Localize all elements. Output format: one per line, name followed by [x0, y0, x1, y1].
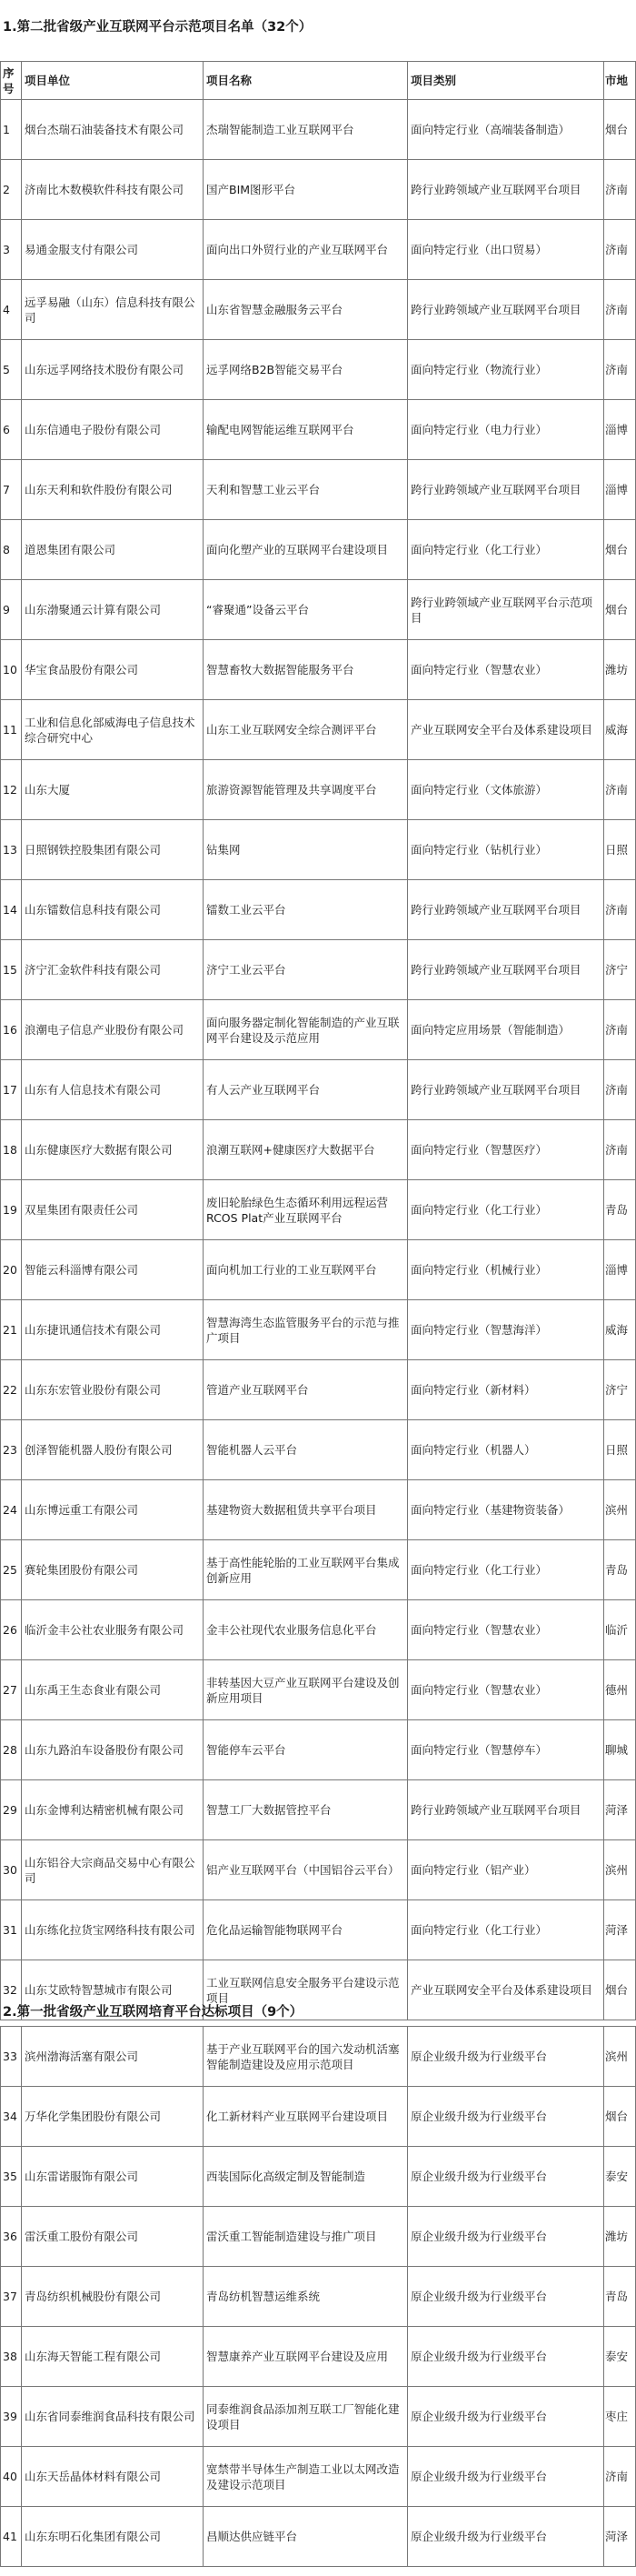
project-unit: 山东金博利达精密机械有限公司	[22, 1780, 204, 1840]
project-name: 化工新材料产业互联网平台建设项目	[204, 2087, 408, 2147]
project-name: 宽禁带半导体生产制造工业以太网改造及建设示范项目	[204, 2447, 408, 2507]
row-index: 21	[1, 1300, 22, 1360]
project-name: 管道产业互联网平台	[204, 1360, 408, 1420]
project-name: 废旧轮胎绿色生态循环利用远程运营RCOS Plat产业互联网平台	[204, 1180, 408, 1240]
city: 潍坊	[604, 2207, 636, 2267]
city: 淄博	[604, 460, 636, 520]
table-row	[1, 940, 636, 1000]
project-category: 面向特定行业（化工行业）	[408, 520, 604, 580]
project-category: 跨行业跨领域产业互联网平台项目	[408, 1060, 604, 1120]
project-name: 同泰维润食品添加剂互联工厂智能化建设项目	[204, 2387, 408, 2447]
city: 泰安	[604, 2327, 636, 2387]
table-row	[1, 220, 636, 280]
row-index: 9	[1, 580, 22, 640]
city: 菏泽	[604, 2507, 636, 2567]
row-index: 24	[1, 1480, 22, 1540]
project-category: 跨行业跨领域产业互联网平台项目	[408, 160, 604, 220]
table-row	[1, 2207, 636, 2267]
table-row	[1, 100, 636, 160]
city: 泰安	[604, 2147, 636, 2207]
city: 济南	[604, 1000, 636, 1060]
city: 济宁	[604, 1360, 636, 1420]
city: 济南	[604, 2447, 636, 2507]
project-category: 面向特定行业（基建物资装备）	[408, 1480, 604, 1540]
project-category: 面向特定行业（智慧停车）	[408, 1720, 604, 1780]
row-index: 28	[1, 1720, 22, 1780]
header-unit: 项目单位	[22, 62, 204, 100]
row-index: 22	[1, 1360, 22, 1420]
project-category: 跨行业跨领域产业互联网平台项目	[408, 1780, 604, 1840]
row-index: 33	[1, 2027, 22, 2087]
city: 青岛	[604, 1540, 636, 1600]
city: 威海	[604, 1300, 636, 1360]
project-unit: 山东禹王生态食业有限公司	[22, 1660, 204, 1720]
section-1-title: 1.第二批省级产业互联网平台示范项目名单（32个）	[3, 20, 313, 35]
project-category: 面向特定行业（文体旅游）	[408, 760, 604, 820]
project-unit: 山东信通电子股份有限公司	[22, 400, 204, 460]
city: 德州	[604, 1660, 636, 1720]
table-row	[1, 2027, 636, 2087]
project-category: 面向特定行业（电力行业）	[408, 400, 604, 460]
project-category: 原企业级升级为行业级平台	[408, 2387, 604, 2447]
table-row	[1, 1120, 636, 1180]
project-name: 旅游资源智能管理及共享调度平台	[204, 760, 408, 820]
project-unit: 双星集团有限责任公司	[22, 1180, 204, 1240]
table-row	[1, 760, 636, 820]
row-index: 11	[1, 700, 22, 760]
project-name: 面向服务器定制化智能制造的产业互联网平台建设及示范应用	[204, 1000, 408, 1060]
header-project-name: 项目名称	[204, 62, 408, 100]
project-category: 面向特定行业（智慧农业）	[408, 640, 604, 700]
city: 滨州	[604, 2027, 636, 2087]
project-name: 山东省智慧金融服务云平台	[204, 280, 408, 340]
project-name: 雷沃重工智能制造建设与推广项目	[204, 2207, 408, 2267]
project-name: 输配电网智能运维互联网平台	[204, 400, 408, 460]
table-row	[1, 280, 636, 340]
project-name: 济宁工业云平台	[204, 940, 408, 1000]
city: 济南	[604, 760, 636, 820]
table-row	[1, 2087, 636, 2147]
city: 滨州	[604, 1480, 636, 1540]
row-index: 16	[1, 1000, 22, 1060]
upgrade-projects-table	[0, 2026, 636, 2567]
project-unit: 山东健康医疗大数据有限公司	[22, 1120, 204, 1180]
city: 聊城	[604, 1720, 636, 1780]
row-index: 4	[1, 280, 22, 340]
row-index: 8	[1, 520, 22, 580]
project-category: 原企业级升级为行业级平台	[408, 2147, 604, 2207]
table-row	[1, 1900, 636, 1960]
project-name: 智能停车云平台	[204, 1720, 408, 1780]
project-unit: 济宁汇金软件科技有限公司	[22, 940, 204, 1000]
project-name: 青岛纺机智慧运维系统	[204, 2267, 408, 2327]
project-unit: 工业和信息化部威海电子信息技术综合研究中心	[22, 700, 204, 760]
project-unit: 山东捷讯通信技术有限公司	[22, 1300, 204, 1360]
project-unit: 山东东明石化集团有限公司	[22, 2507, 204, 2567]
project-unit: 山东镭数信息科技有限公司	[22, 880, 204, 940]
project-category: 原企业级升级为行业级平台	[408, 2027, 604, 2087]
project-category: 面向特定行业（智慧医疗）	[408, 1120, 604, 1180]
project-name: 面向机加工行业的工业互联网平台	[204, 1240, 408, 1300]
project-unit: 赛轮集团股份有限公司	[22, 1540, 204, 1600]
row-index: 30	[1, 1840, 22, 1900]
project-unit: 日照钢铁控股集团有限公司	[22, 820, 204, 880]
project-unit: 山东雷诺服饰有限公司	[22, 2147, 204, 2207]
project-unit: 烟台杰瑞石油装备技术有限公司	[22, 100, 204, 160]
row-index: 1	[1, 100, 22, 160]
project-category: 面向特定行业（新材料）	[408, 1360, 604, 1420]
city: 滨州	[604, 1840, 636, 1900]
table-row	[1, 2327, 636, 2387]
row-index: 40	[1, 2447, 22, 2507]
table-row	[1, 2147, 636, 2207]
project-unit: 滨州渤海活塞有限公司	[22, 2027, 204, 2087]
project-category: 原企业级升级为行业级平台	[408, 2207, 604, 2267]
city: 菏泽	[604, 1780, 636, 1840]
header-category: 项目类别	[408, 62, 604, 100]
row-index: 10	[1, 640, 22, 700]
project-name: 面向出口外贸行业的产业互联网平台	[204, 220, 408, 280]
row-index: 18	[1, 1120, 22, 1180]
project-name: 智慧畜牧大数据智能服务平台	[204, 640, 408, 700]
table-row	[1, 1480, 636, 1540]
table-row	[1, 2447, 636, 2507]
table-row	[1, 2387, 636, 2447]
project-category: 面向特定行业（物流行业）	[408, 340, 604, 400]
project-category: 跨行业跨领域产业互联网平台项目	[408, 280, 604, 340]
project-unit: 山东博远重工有限公司	[22, 1480, 204, 1540]
row-index: 31	[1, 1900, 22, 1960]
row-index: 35	[1, 2147, 22, 2207]
project-category: 面向特定行业（高端装备制造）	[408, 100, 604, 160]
row-index: 20	[1, 1240, 22, 1300]
row-index: 5	[1, 340, 22, 400]
project-name: 智慧康养产业互联网平台建设及应用	[204, 2327, 408, 2387]
table-row	[1, 1360, 636, 1420]
row-index: 29	[1, 1780, 22, 1840]
project-unit: 易通金服支付有限公司	[22, 220, 204, 280]
project-name: 远孚网络B2B智能交易平台	[204, 340, 408, 400]
project-name: 镭数工业云平台	[204, 880, 408, 940]
row-index: 27	[1, 1660, 22, 1720]
city: 烟台	[604, 1960, 636, 2020]
city: 济南	[604, 1120, 636, 1180]
row-index: 41	[1, 2507, 22, 2567]
city: 青岛	[604, 1180, 636, 1240]
project-category: 面向特定行业（化工行业）	[408, 1900, 604, 1960]
table-row	[1, 1000, 636, 1060]
project-name: 基建物资大数据租赁共享平台项目	[204, 1480, 408, 1540]
project-category: 面向特定应用场景（智能制造）	[408, 1000, 604, 1060]
project-name: 智能机器人云平台	[204, 1420, 408, 1480]
city: 济南	[604, 280, 636, 340]
project-category: 原企业级升级为行业级平台	[408, 2447, 604, 2507]
project-unit: 山东练化拉货宝网络科技有限公司	[22, 1900, 204, 1960]
project-category: 跨行业跨领域产业互联网平台项目	[408, 460, 604, 520]
project-name: 国产BIM图形平台	[204, 160, 408, 220]
project-category: 原企业级升级为行业级平台	[408, 2507, 604, 2567]
row-index: 34	[1, 2087, 22, 2147]
city: 潍坊	[604, 640, 636, 700]
table-row	[1, 640, 636, 700]
project-unit: 山东渤聚通云计算有限公司	[22, 580, 204, 640]
table-row	[1, 400, 636, 460]
project-name: 昌顺达供应链平台	[204, 2507, 408, 2567]
row-index: 17	[1, 1060, 22, 1120]
project-name: 钻集网	[204, 820, 408, 880]
project-category: 面向特定行业（机器人）	[408, 1420, 604, 1480]
project-unit: 山东东宏管业股份有限公司	[22, 1360, 204, 1420]
project-name: 杰瑞智能制造工业互联网平台	[204, 100, 408, 160]
project-name: 非转基因大豆产业互联网平台建设及创新应用项目	[204, 1660, 408, 1720]
row-index: 7	[1, 460, 22, 520]
project-name: 面向化塑产业的互联网平台建设项目	[204, 520, 408, 580]
table-row	[1, 1240, 636, 1300]
project-unit: 山东天岳晶体材料有限公司	[22, 2447, 204, 2507]
city: 济南	[604, 220, 636, 280]
table-row	[1, 1720, 636, 1780]
header-index: 序号	[1, 62, 22, 100]
project-name: 天利和智慧工业云平台	[204, 460, 408, 520]
row-index: 32	[1, 1960, 22, 2020]
project-category: 跨行业跨领域产业互联网平台示范项目	[408, 580, 604, 640]
project-category: 面向特定行业（化工行业）	[408, 1540, 604, 1600]
table-row	[1, 460, 636, 520]
project-unit: 山东有人信息技术有限公司	[22, 1060, 204, 1120]
city: 临沂	[604, 1600, 636, 1660]
project-unit: 智能云科淄博有限公司	[22, 1240, 204, 1300]
table-row	[1, 820, 636, 880]
project-category: 面向特定行业（化工行业）	[408, 1180, 604, 1240]
table-row	[1, 160, 636, 220]
project-unit: 山东天利和软件股份有限公司	[22, 460, 204, 520]
project-category: 面向特定行业（智慧农业）	[408, 1660, 604, 1720]
table-row	[1, 700, 636, 760]
city: 烟台	[604, 580, 636, 640]
project-unit: 华宝食品股份有限公司	[22, 640, 204, 700]
project-unit: 雷沃重工股份有限公司	[22, 2207, 204, 2267]
table-row	[1, 520, 636, 580]
city: 济南	[604, 1060, 636, 1120]
demonstration-projects-table	[0, 61, 636, 2020]
project-unit: 创泽智能机器人股份有限公司	[22, 1420, 204, 1480]
project-category: 产业互联网安全平台及体系建设项目	[408, 1960, 604, 2020]
city: 烟台	[604, 520, 636, 580]
city: 日照	[604, 1420, 636, 1480]
project-category: 面向特定行业（钻机行业）	[408, 820, 604, 880]
project-category: 面向特定行业（机械行业）	[408, 1240, 604, 1300]
project-name: 山东工业互联网安全综合测评平台	[204, 700, 408, 760]
city: 威海	[604, 700, 636, 760]
row-index: 19	[1, 1180, 22, 1240]
row-index: 25	[1, 1540, 22, 1600]
city: 济南	[604, 160, 636, 220]
row-index: 39	[1, 2387, 22, 2447]
city: 枣庄	[604, 2387, 636, 2447]
project-unit: 浪潮电子信息产业股份有限公司	[22, 1000, 204, 1060]
project-unit: 山东远孚网络技术股份有限公司	[22, 340, 204, 400]
project-name: “睿聚通”设备云平台	[204, 580, 408, 640]
table-row	[1, 1780, 636, 1840]
table-row	[1, 340, 636, 400]
row-index: 36	[1, 2207, 22, 2267]
project-name: 铝产业互联网平台（中国铝谷云平台）	[204, 1840, 408, 1900]
city: 青岛	[604, 2267, 636, 2327]
city: 济南	[604, 880, 636, 940]
project-name: 金丰公社现代农业服务信息化平台	[204, 1600, 408, 1660]
row-index: 15	[1, 940, 22, 1000]
row-index: 12	[1, 760, 22, 820]
row-index: 2	[1, 160, 22, 220]
table-header-row	[1, 62, 636, 100]
table-row	[1, 1060, 636, 1120]
project-unit: 山东艾欧特智慧城市有限公司	[22, 1960, 204, 2020]
project-category: 面向特定行业（铝产业）	[408, 1840, 604, 1900]
project-unit: 万华化学集团股份有限公司	[22, 2087, 204, 2147]
row-index: 23	[1, 1420, 22, 1480]
project-category: 跨行业跨领域产业互联网平台项目	[408, 940, 604, 1000]
table-row	[1, 1540, 636, 1600]
project-category: 原企业级升级为行业级平台	[408, 2267, 604, 2327]
table-row	[1, 1300, 636, 1360]
table-row	[1, 1180, 636, 1240]
table-row	[1, 1840, 636, 1900]
city: 烟台	[604, 2087, 636, 2147]
row-index: 6	[1, 400, 22, 460]
city: 济宁	[604, 940, 636, 1000]
project-name: 基于高性能轮胎的工业互联网平台集成创新应用	[204, 1540, 408, 1600]
project-name: 智慧海湾生态监管服务平台的示范与推广项目	[204, 1300, 408, 1360]
table-row	[1, 1660, 636, 1720]
row-index: 13	[1, 820, 22, 880]
table-row	[1, 880, 636, 940]
project-category: 原企业级升级为行业级平台	[408, 2327, 604, 2387]
project-unit: 远孚易融（山东）信息科技有限公司	[22, 280, 204, 340]
table-row	[1, 1600, 636, 1660]
row-index: 37	[1, 2267, 22, 2327]
table-row	[1, 2267, 636, 2327]
section-2-title: 2.第一批省级产业互联网培育平台达标项目（9个）	[3, 2005, 303, 2020]
project-unit: 青岛纺织机械股份有限公司	[22, 2267, 204, 2327]
table-row	[1, 2507, 636, 2567]
project-category: 原企业级升级为行业级平台	[408, 2087, 604, 2147]
city: 日照	[604, 820, 636, 880]
table-row	[1, 580, 636, 640]
project-name: 工业互联网信息安全服务平台建设示范项目	[204, 1960, 408, 2020]
project-unit: 济南比木数模软件科技有限公司	[22, 160, 204, 220]
city: 济南	[604, 340, 636, 400]
project-category: 面向特定行业（智慧海洋）	[408, 1300, 604, 1360]
project-unit: 山东省同泰维润食品科技有限公司	[22, 2387, 204, 2447]
project-name: 智慧工厂大数据管控平台	[204, 1780, 408, 1840]
row-index: 14	[1, 880, 22, 940]
project-category: 面向特定行业（出口贸易）	[408, 220, 604, 280]
city: 菏泽	[604, 1900, 636, 1960]
project-name: 基于产业互联网平台的国六发动机活塞智能制造建设及应用示范项目	[204, 2027, 408, 2087]
city: 淄博	[604, 400, 636, 460]
project-unit: 道恩集团有限公司	[22, 520, 204, 580]
project-unit: 临沂金丰公社农业服务有限公司	[22, 1600, 204, 1660]
project-name: 有人云产业互联网平台	[204, 1060, 408, 1120]
row-index: 38	[1, 2327, 22, 2387]
project-category: 面向特定行业（智慧农业）	[408, 1600, 604, 1660]
project-unit: 山东大厦	[22, 760, 204, 820]
project-name: 浪潮互联网+健康医疗大数据平台	[204, 1120, 408, 1180]
project-name: 危化品运输智能物联网平台	[204, 1900, 408, 1960]
project-unit: 山东九路泊车设备股份有限公司	[22, 1720, 204, 1780]
city: 烟台	[604, 100, 636, 160]
header-city: 市地	[604, 62, 636, 100]
project-name: 西装国际化高级定制及智能制造	[204, 2147, 408, 2207]
project-unit: 山东海天智能工程有限公司	[22, 2327, 204, 2387]
project-category: 产业互联网安全平台及体系建设项目	[408, 700, 604, 760]
project-unit: 山东铝谷大宗商品交易中心有限公司	[22, 1840, 204, 1900]
city: 淄博	[604, 1240, 636, 1300]
project-category: 跨行业跨领域产业互联网平台项目	[408, 880, 604, 940]
table-row	[1, 1420, 636, 1480]
row-index: 3	[1, 220, 22, 280]
row-index: 26	[1, 1600, 22, 1660]
